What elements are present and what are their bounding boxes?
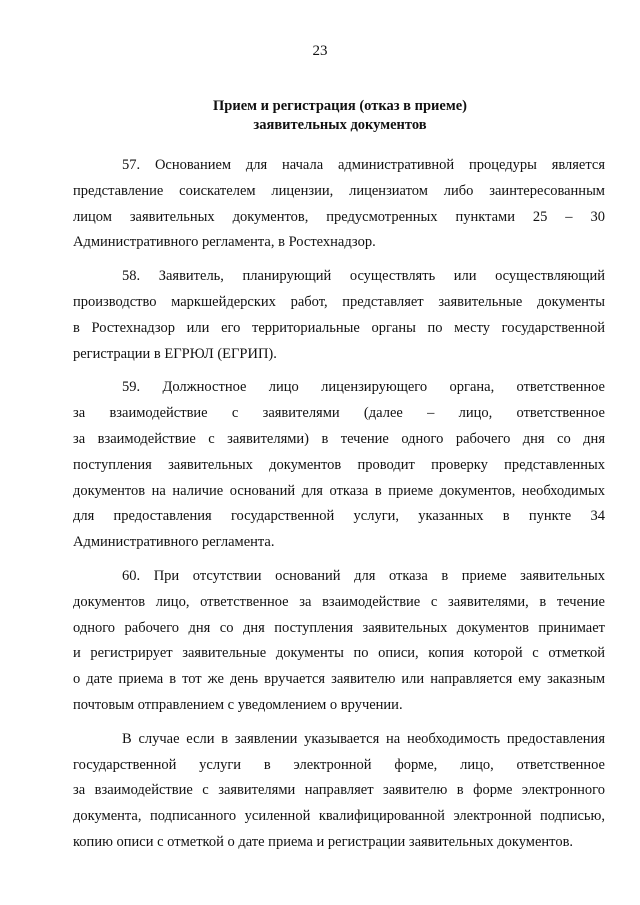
section-heading [60, 97, 620, 135]
text-line: представление соискателем лицензии, лицензиатом либо заинтересованным [73, 182, 605, 199]
paragraph-58 [73, 264, 605, 367]
text-line: в Ростехнадзор или его территориальные органы по месту государственной [73, 319, 605, 336]
text-line: 57. Основанием для начала административной процедуры является [122, 157, 605, 173]
text-line: лицом заявительных документов, предусмотренных пунктами 25 – 30 [73, 208, 605, 225]
heading-line-1: Прием и регистрация (отказ в приеме) [213, 98, 467, 114]
text-line: Административного регламента, в Ростехнадзор. [73, 234, 376, 251]
body-text [73, 153, 605, 864]
text-line: Административного регламента. [73, 534, 275, 551]
text-line: документов на наличие оснований для отказа в приеме документов, необходимых [73, 482, 605, 499]
text-line: за взаимодействие с заявителями направляет заявителю в форме электронного [73, 782, 605, 799]
heading-line-2: заявительных документов [253, 117, 427, 133]
text-line: государственной услуги в электронной форме, лицо, ответственное [73, 756, 605, 773]
text-line: документов лицо, ответственное за взаимодействие с заявителями, в течение [73, 593, 605, 610]
paragraph-57 [73, 153, 605, 256]
text-line: документа, подписанного усиленной квалифицированной электронной подписью, [73, 808, 605, 825]
paragraph-60 [73, 564, 605, 719]
paragraph-electronic-form [73, 727, 605, 856]
text-line: копию описи с отметкой о дате приема и регистрации заявительных документов. [73, 833, 574, 850]
text-line: производство маркшейдерских работ, представляет заявительные документы [73, 293, 605, 310]
page-number: 23 [312, 43, 328, 59]
text-line: о дате приема в тот же день вручается заявителю или направляется ему заказным [73, 671, 605, 688]
text-line: 59. Должностное лицо лицензирующего органа, ответственное [122, 379, 605, 396]
text-line: за взаимодействие с заявителями (далее – лицо, ответственное [73, 405, 605, 422]
text-line: 60. При отсутствии оснований для отказа в приеме заявительных [122, 567, 605, 584]
text-line: почтовым отправлением с уведомлением о вручении. [73, 696, 403, 713]
text-line: одного рабочего дня со дня поступления заявительных документов принимает [73, 619, 605, 636]
text-line: и регистрирует заявительные документы по описи, копия которой с отметкой [73, 645, 605, 662]
text-line: за взаимодействие с заявителями) в течение одного рабочего дня со дня [73, 430, 605, 447]
paragraph-59 [73, 375, 605, 556]
text-line: 58. Заявитель, планирующий осуществлять или осуществляющий [122, 268, 605, 285]
text-line: В случае если в заявлении указывается на необходимость предоставления [122, 730, 605, 747]
text-line: для предоставления государственной услуги, указанных в пункте 34 [73, 508, 605, 525]
text-line: регистрации в ЕГРЮЛ (ЕГРИП). [73, 345, 277, 362]
text-line: поступления заявительных документов проводит проверку представленных [73, 456, 605, 473]
